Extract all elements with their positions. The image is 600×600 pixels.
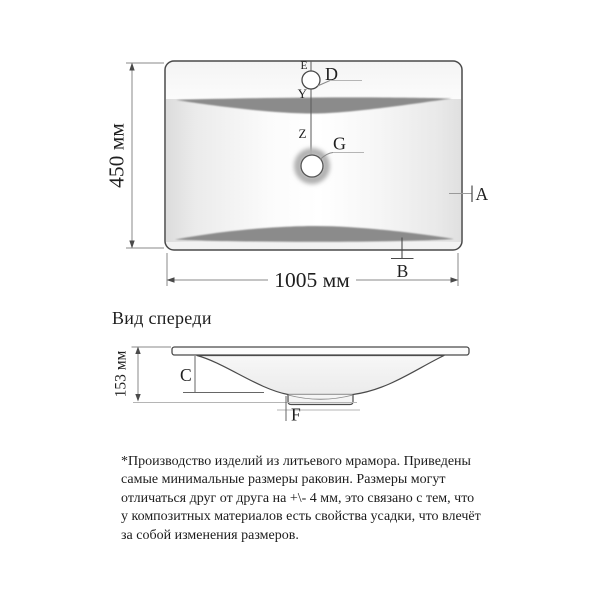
label-c: C — [180, 365, 192, 385]
dim-450-text: 450 мм — [104, 123, 129, 188]
note-line: самые минимальные размеры раковин. Размеры могут — [121, 472, 446, 488]
label-d: D — [325, 64, 338, 84]
label-b: B — [396, 261, 409, 281]
dim-153-arrow-bottom — [135, 394, 140, 402]
dim-1005-arrow-right — [451, 277, 459, 282]
bowl-cross-section — [197, 356, 444, 395]
drain-hole — [301, 155, 323, 177]
label-g: G — [333, 133, 346, 154]
dim-153-text: 153 мм — [112, 350, 130, 398]
dim-1005-text: 1005 мм — [274, 268, 350, 292]
note-line: за собой изменения размеров. — [121, 527, 299, 543]
dim-450-arrow-top — [129, 63, 134, 71]
label-e: E — [300, 60, 308, 72]
note-line: отличаться друг от друга на +\- 4 мм, это связано с тем, что — [121, 490, 475, 506]
label-y: Y — [297, 86, 307, 101]
dim-1005-arrow-left — [167, 277, 175, 282]
dim-153-arrow-top — [135, 347, 140, 355]
note-line: у композитных материалов есть свойства усадки, что влечёт — [121, 509, 481, 525]
label-z: Z — [298, 126, 307, 141]
sink-top-plate — [172, 347, 469, 355]
note-line: *Производство изделий из литьевого мрамора. Приведены — [121, 454, 471, 469]
front-view-title: Вид спереди — [112, 308, 212, 328]
dim-450-arrow-bottom — [129, 241, 134, 249]
production-note — [121, 453, 501, 545]
label-f: F — [291, 404, 301, 425]
label-a: A — [475, 184, 489, 204]
